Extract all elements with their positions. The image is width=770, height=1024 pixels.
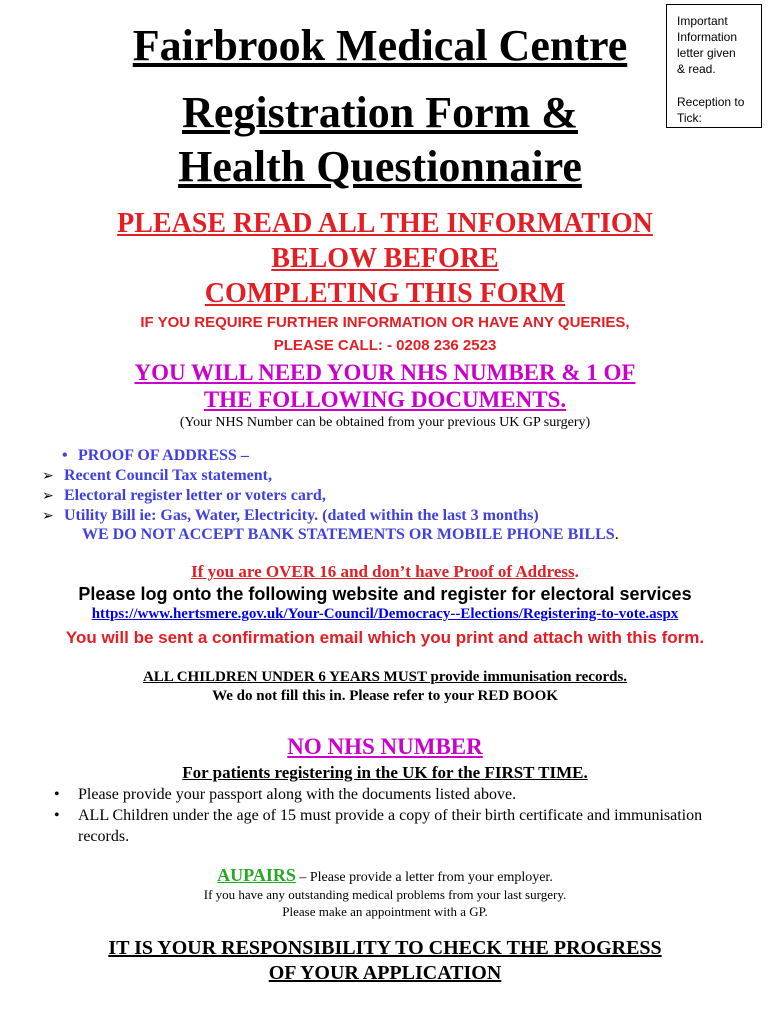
aupairs-text: – Please provide a letter from your employer. <box>295 870 553 885</box>
document-list-item <box>42 466 272 486</box>
list-item <box>54 805 714 847</box>
read-warning-line3: COMPLETING THIS FORM <box>204 278 566 309</box>
list-item <box>54 784 714 805</box>
over16-heading-text: If you are OVER 16 and don’t have Proof of Address <box>191 562 575 581</box>
proof-of-address-heading <box>62 446 249 466</box>
aupairs-label: AUPAIRS <box>217 865 296 885</box>
list-item-text: Please provide your passport along with the documents listed above. <box>78 786 517 803</box>
over16-heading-period: . <box>574 562 579 581</box>
document-list-item <box>42 506 539 526</box>
reception-box-line: letter given <box>677 46 736 60</box>
electoral-register-link[interactable]: https://www.hertsmere.gov.uk/Your-Council/Democracy--Elections/Registering-to-vote.aspx <box>91 606 679 622</box>
proof-of-address-label: PROOF OF ADDRESS – <box>78 447 249 464</box>
reception-box-line: Tick: <box>677 111 702 125</box>
reception-tick-box <box>666 4 762 128</box>
reception-box-spacer <box>677 77 755 94</box>
responsibility-line1: IT IS YOUR RESPONSIBILITY TO CHECK THE PROGRESS <box>108 937 662 959</box>
document-item-text: Electoral register letter or voters card, <box>64 487 326 504</box>
medical-problems-note: If you have any outstanding medical problems from your last surgery. <box>203 887 567 902</box>
reception-box-line: Important <box>677 14 728 28</box>
page-title: Fairbrook Medical Centre <box>132 21 628 70</box>
reception-box-line: & read. <box>677 62 716 76</box>
read-warning-line2: BELOW BEFORE <box>271 243 499 274</box>
no-nhs-number-heading: NO NHS NUMBER <box>287 734 483 759</box>
not-accepted-text: WE DO NOT ACCEPT BANK STATEMENTS OR MOBILE PHONE BILLS <box>82 526 615 543</box>
not-accepted-period: . <box>614 526 619 543</box>
read-warning-line1: PLEASE READ ALL THE INFORMATION <box>117 208 653 239</box>
gp-appointment-note: Please make an appointment with a GP. <box>282 904 488 919</box>
list-item-text: ALL Children under the age of 15 must provide a copy of their birth certificate and immunisation records. <box>78 807 703 845</box>
not-accepted-notice <box>82 525 619 545</box>
over16-heading <box>0 561 770 583</box>
children-immunisation-notice: ALL CHILDREN UNDER 6 YEARS MUST provide immunisation records. <box>142 669 628 685</box>
form-subtitle-line1: Registration Form & <box>182 88 578 137</box>
arrow-bullet-icon: ➢ <box>42 468 54 484</box>
first-time-subheading: For patients registering in the UK for the FIRST TIME. <box>182 763 588 782</box>
confirmation-email-note: You will be sent a confirmation email which you print and attach with this form. <box>65 628 705 647</box>
arrow-bullet-icon: ➢ <box>42 488 54 504</box>
nhs-number-note: (Your NHS Number can be obtained from your previous UK GP surgery) <box>179 415 591 430</box>
bullet-icon: • <box>54 786 60 803</box>
queries-line1: IF YOU REQUIRE FURTHER INFORMATION OR HAVE ANY QUERIES, <box>140 314 630 331</box>
documents-heading-line1: YOU WILL NEED YOUR NHS NUMBER & 1 OF <box>134 360 636 385</box>
reception-box-line: Information <box>677 30 738 44</box>
document-item-text: Utility Bill ie: Gas, Water, Electricity. (dated within the last 3 months) <box>64 507 539 524</box>
bullet-icon: • <box>62 447 68 464</box>
responsibility-line2: OF YOUR APPLICATION <box>268 962 502 984</box>
form-subtitle-line2: Health Questionnaire <box>178 142 582 191</box>
documents-heading-line2: THE FOLLOWING DOCUMENTS. <box>203 387 567 412</box>
document-item-text: Recent Council Tax statement, <box>64 467 272 484</box>
bullet-icon: • <box>54 807 60 824</box>
arrow-bullet-icon: ➢ <box>42 508 54 524</box>
reception-box-line: Reception to <box>677 95 745 109</box>
document-list-item <box>42 486 326 506</box>
electoral-instruction: Please log onto the following website and register for electoral services <box>78 584 692 604</box>
red-book-note: We do not fill this in. Please refer to your RED BOOK <box>212 688 558 704</box>
queries-phone-line: PLEASE CALL: - 0208 236 2523 <box>273 337 497 354</box>
